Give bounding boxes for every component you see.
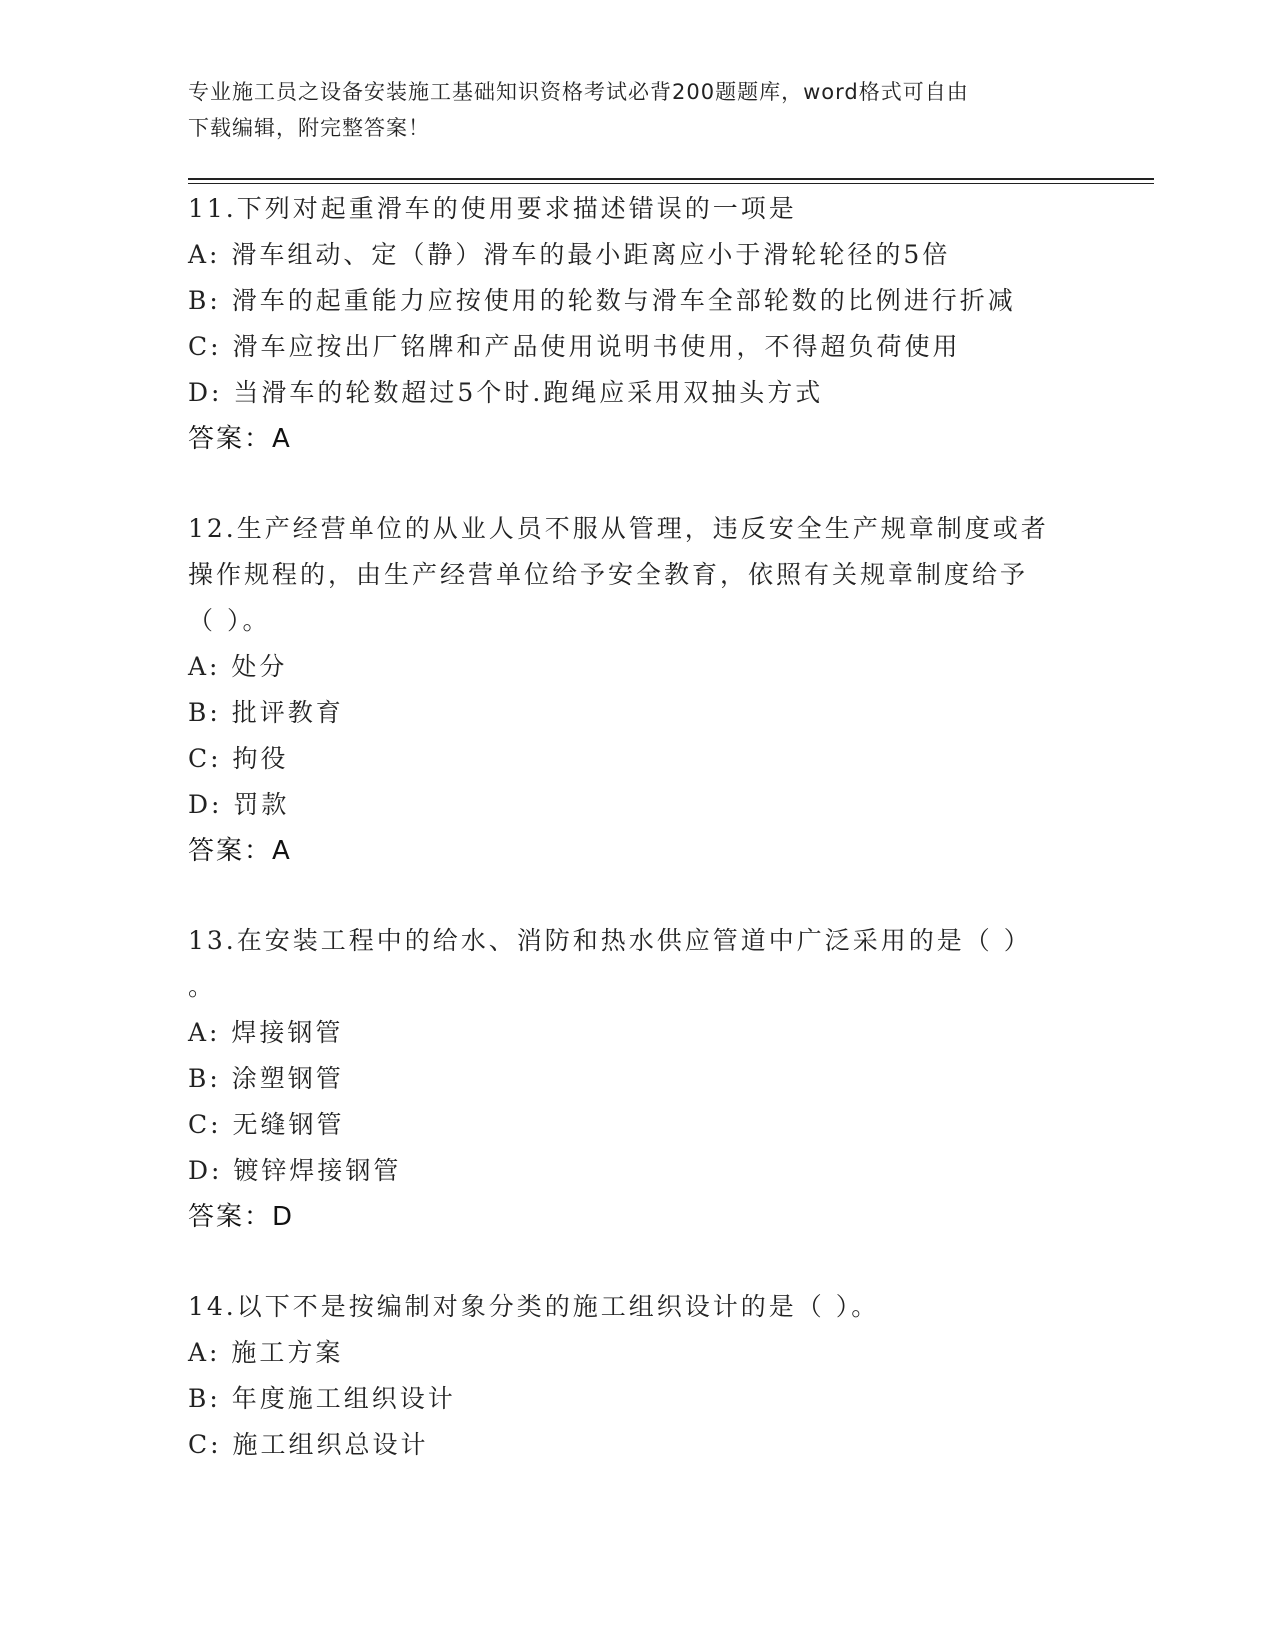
option-a: A: 处分 xyxy=(188,652,288,681)
header-divider-thick xyxy=(188,178,1154,180)
option-c: C: 施工组织总设计 xyxy=(188,1430,429,1459)
header-divider-thin xyxy=(188,183,1154,184)
option-d: D: 罚款 xyxy=(188,790,290,819)
option-b: B: 滑车的起重能力应按使用的轮数与滑车全部轮数的比例进行折减 xyxy=(188,286,1016,315)
option-a: A: 焊接钢管 xyxy=(188,1018,344,1047)
answer-label: 答案：A xyxy=(188,836,292,866)
option-a: A: 滑车组动、定（静）滑车的最小距离应小于滑轮轮径的5倍 xyxy=(188,240,951,269)
option-a: A: 施工方案 xyxy=(188,1338,344,1367)
question-stem-continued: 。 xyxy=(188,972,217,1001)
question-11 xyxy=(188,186,1088,462)
option-b: B: 涂塑钢管 xyxy=(188,1064,344,1093)
question-stem: 12.生产经营单位的从业人员不服从管理，违反安全生产规章制度或者 xyxy=(188,514,1049,543)
option-c: C: 拘役 xyxy=(188,744,289,773)
option-b: B: 年度施工组织设计 xyxy=(188,1384,456,1413)
header-line-1: 专业施工员之设备安装施工基础知识资格考试必背200题题库，word格式可自由 xyxy=(188,80,969,104)
option-d: D: 当滑车的轮数超过5个时.跑绳应采用双抽头方式 xyxy=(188,378,824,407)
question-stem: 13.在安装工程中的给水、消防和热水供应管道中广泛采用的是（ ） xyxy=(188,926,1032,955)
option-c: C: 滑车应按出厂铭牌和产品使用说明书使用，不得超负荷使用 xyxy=(188,332,961,361)
question-stem: 11.下列对起重滑车的使用要求描述错误的一项是 xyxy=(188,194,797,223)
option-d: D: 镀锌焊接钢管 xyxy=(188,1156,402,1185)
question-stem-continued: 操作规程的，由生产经营单位给予安全教育，依照有关规章制度给予 xyxy=(188,560,1029,589)
question-13 xyxy=(188,918,1088,1240)
answer-label: 答案：A xyxy=(188,424,292,454)
question-14 xyxy=(188,1284,1088,1468)
option-c: C: 无缝钢管 xyxy=(188,1110,345,1139)
question-stem-continued: （ ）。 xyxy=(188,606,271,635)
answer-label: 答案：D xyxy=(188,1202,295,1232)
document-header xyxy=(188,74,1088,146)
header-line-2: 下载编辑，附完整答案！ xyxy=(188,116,430,140)
option-b: B: 批评教育 xyxy=(188,698,344,727)
question-stem: 14.以下不是按编制对象分类的施工组织设计的是（ ）。 xyxy=(188,1292,880,1321)
question-12 xyxy=(188,506,1088,874)
